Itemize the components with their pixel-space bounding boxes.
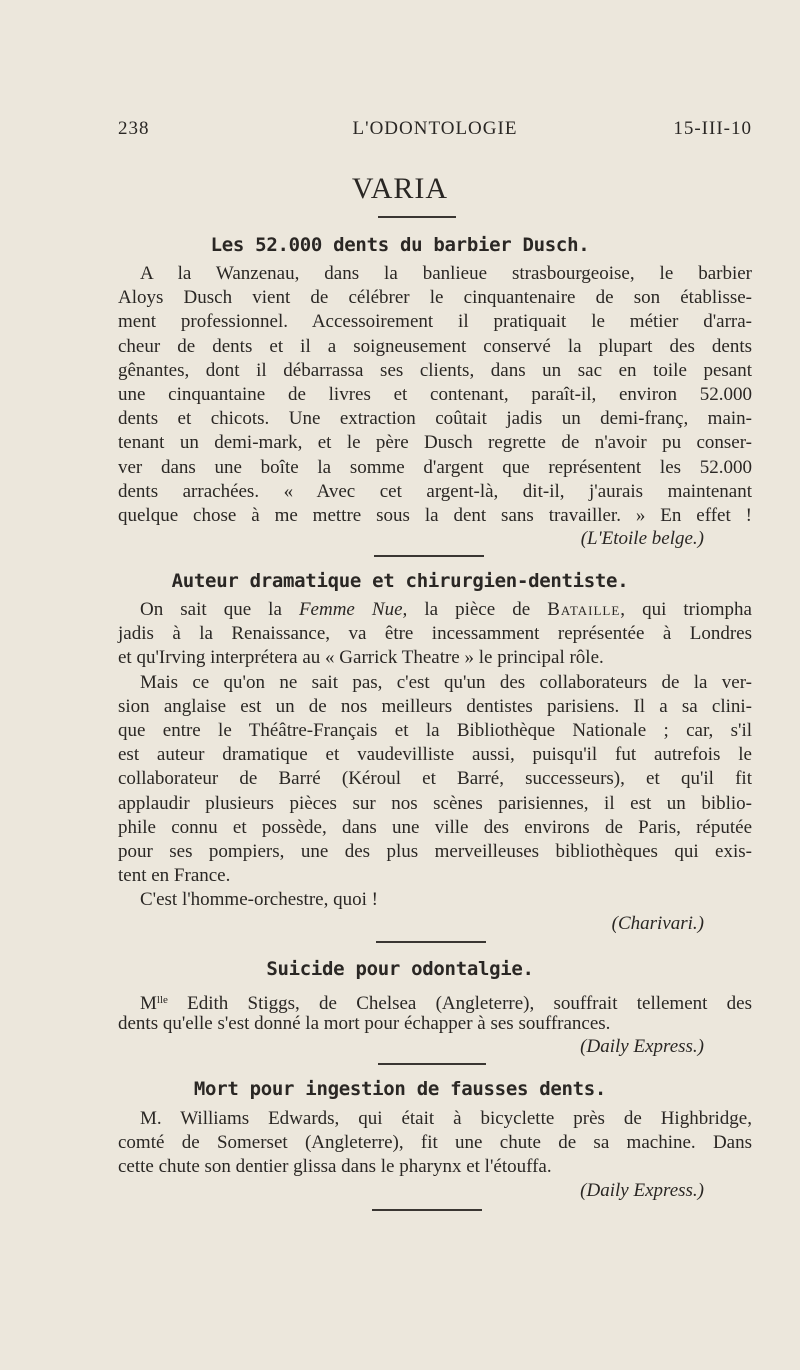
title-rule: [378, 216, 456, 218]
source-citation: (L'Etoile belge.): [580, 528, 704, 549]
section-rule: [372, 1209, 482, 1211]
text-line: tent en France.: [118, 865, 231, 887]
section-rule: [374, 555, 484, 557]
article-body-suicide: [118, 988, 752, 1036]
article-heading-suicide: Suicide pour odontalgie.: [266, 958, 534, 980]
journal-title: L'ODONTOLOGIE: [352, 118, 518, 139]
article-body-dusch: [118, 262, 752, 528]
text-line: jadis à la Renaissance, va être incessamment représentée à Londres: [118, 623, 752, 645]
text-line: dents arrachées. « Avec cet argent-là, dit-il, j'aurais maintenant: [118, 480, 752, 502]
source-citation: (Daily Express.): [580, 1180, 704, 1201]
text-line: cette chute son dentier glissa dans le pharynx et l'étouffa.: [118, 1156, 552, 1178]
text-line: Aloys Dusch vient de célébrer le cinquantenaire de son établisse-: [118, 287, 752, 309]
text-line: et qu'Irving interprétera au « Garrick Theatre » le principal rôle.: [118, 647, 604, 669]
source-citation: (Daily Express.): [580, 1036, 704, 1057]
page-title: VARIA: [351, 172, 449, 205]
text-line: M. Williams Edwards, qui était à bicyclette près de Highbridge,: [140, 1108, 752, 1129]
text-line: cheur de dents et il a soigneusement conservé la plupart des dents: [118, 335, 752, 357]
text-line: une cinquantaine de livres et contenant, paraît-il, environ 52.000: [118, 383, 752, 405]
section-rule: [378, 1063, 486, 1065]
text-line: $M^{lle}$ Edith Stiggs, de Chelsea (Angleterre), souffrait tellement des: [140, 993, 752, 1014]
article-heading-auteur: Auteur dramatique et chirurgien-dentiste.: [171, 570, 629, 592]
article-body-mort: [118, 1107, 752, 1180]
text-line: C'est l'homme-orchestre, quoi !: [140, 889, 378, 911]
text-line: quelque chose à me mettre sous la dent sans travailler. » En effet !: [118, 504, 752, 526]
text-line: tenant un demi-mark, et le père Dusch regrette de n'avoir pu conser-: [118, 432, 752, 454]
article-body-auteur: [118, 598, 752, 912]
text-line: sion anglaise est un de nos meilleurs dentistes parisiens. Il a sa clini-: [118, 695, 752, 717]
text-line: Mais ce qu'on ne sait pas, c'est qu'un des collaborateurs de la ver-: [140, 671, 752, 693]
text-line: ment professionnel. Accessoirement il pratiquait le métier d'arra-: [118, 311, 752, 333]
page-number: 238: [118, 118, 150, 139]
text-line: ver dans une boîte la somme d'argent que représentent les 52.000: [118, 456, 752, 478]
text-line: phile connu et possède, dans une ville des environs de Paris, réputée: [118, 816, 752, 838]
text-line: collaborateur de Barré (Kéroul et Barré, successeurs), et qu'il fit: [118, 768, 752, 790]
text-line: A la Wanzenau, dans la banlieue strasbourgeoise, le barbier: [140, 263, 752, 284]
article-heading-dusch: Les 52.000 dents du barbier Dusch.: [210, 234, 590, 256]
article-heading-mort: Mort pour ingestion de fausses dents.: [193, 1078, 607, 1100]
text-line: gênantes, dont il débarrassa ses clients, dans un sac en toile pesant: [118, 359, 752, 381]
issue-date: 15-III-10: [673, 118, 752, 139]
source-citation: (Charivari.): [611, 913, 704, 934]
text-line: est auteur dramatique et vaudevilliste aussi, puisqu'il fut autrefois le: [118, 744, 752, 766]
text-line: comté de Somerset (Angleterre), fit une chute de sa machine. Dans: [118, 1132, 752, 1154]
text-line: applaudir plusieurs pièces sur nos scènes parisiennes, il est un biblio-: [118, 792, 752, 814]
text-line: On sait que la Femme Nue, la pièce de Bataille, qui triompha: [140, 599, 752, 620]
section-rule: [376, 941, 486, 943]
text-line: que entre le Théâtre-Français et la Bibliothèque Nationale ; car, s'il: [118, 719, 752, 741]
text-line: dents qu'elle s'est donné la mort pour échapper à ses souffrances.: [118, 1013, 611, 1035]
text-line: dents et chicots. Une extraction coûtait jadis un demi-franç, main-: [118, 408, 752, 430]
text-line: pour ses pompiers, une des plus merveilleuses bibliothèques qui exis-: [118, 840, 752, 862]
